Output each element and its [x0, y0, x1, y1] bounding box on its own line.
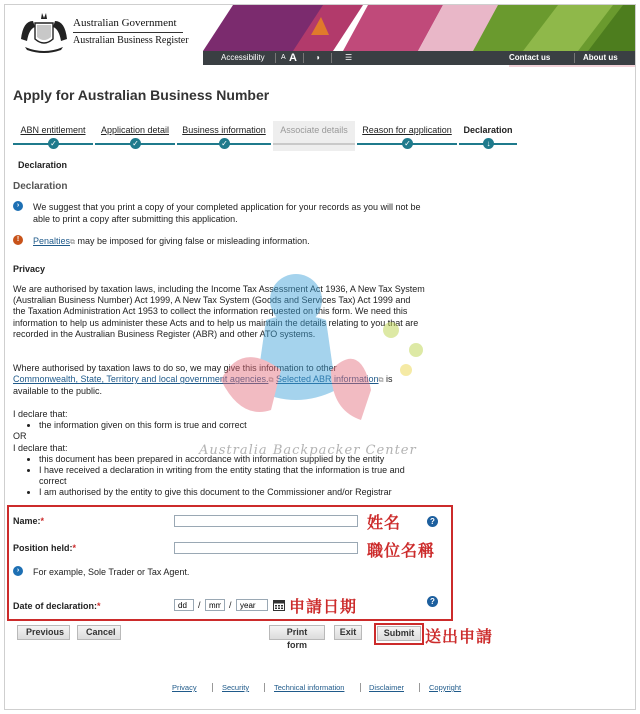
list-item: • I have received a declaration in writing from the entity stating that the information is true and correct: [39, 465, 425, 487]
print-notice: [13, 201, 433, 225]
step-application-detail[interactable]: [95, 121, 175, 151]
cancel-button[interactable]: Cancel: [77, 625, 121, 640]
disclosure-end: is available to the public.: [13, 374, 393, 397]
check-icon: ✓: [219, 138, 230, 149]
warning-icon: !: [13, 235, 23, 245]
privacy-paragraph: We are authorised by taxation laws, including the Income Tax Assessment Act 1936, A New Tax System (Australian Business Number) Act 1999, A New Tax System (Goods and Services Tax) Act 1999 and the Taxation Administration Act 1953 to collect the information requested on this form. We need this information to help us administer these Acts and to help us maintain the details relating to you that are recorded in the Australian Business Register (ABR) and other ATO systems.: [13, 284, 425, 339]
footer-link-technical-information[interactable]: Technical information: [274, 683, 345, 692]
utility-nav: [203, 51, 635, 65]
position-hint: [13, 566, 313, 578]
exit-button[interactable]: Exit: [334, 625, 362, 640]
step-label: Application detail: [100, 125, 170, 135]
penalties-notice-text: may be imposed for giving false or misleading information.: [75, 236, 310, 246]
site-header: [5, 5, 635, 67]
selected-abr-information-link[interactable]: Selected ABR information: [275, 374, 379, 385]
section-title: Declaration: [13, 181, 68, 192]
list-item: • I am authorised by the entity to give this document to the Commissioner and/or Registrar: [39, 487, 425, 498]
step-bar: [273, 143, 355, 145]
external-link-icon: ⧉: [378, 377, 384, 385]
annotation-date: 申請日期: [289, 597, 358, 616]
disclosure-intro: Where authorised by taxation laws to do so, we may give this information to other: [13, 363, 337, 373]
breadcrumb-current: Declaration: [18, 160, 68, 170]
nav-separator: [331, 53, 332, 63]
step-declaration: [459, 121, 517, 151]
help-icon[interactable]: ?: [427, 596, 438, 607]
step-label: Reason for application: [362, 125, 452, 135]
agencies-link[interactable]: Commonwealth, State, Territory and local government agencies.: [13, 374, 269, 385]
annotation-position: 職位名稱: [367, 541, 436, 560]
footer-link-security[interactable]: Security: [222, 683, 250, 692]
government-name: Australian Government: [73, 17, 177, 29]
step-label: Business information: [182, 125, 266, 135]
or-text: OR: [13, 431, 27, 442]
nav-separator: [275, 53, 276, 63]
logo-divider: [73, 32, 183, 33]
date-separator: /: [229, 600, 232, 610]
previous-button[interactable]: Previous: [17, 625, 70, 640]
date-day-input[interactable]: [174, 599, 194, 611]
required-marker: *: [97, 601, 101, 611]
position-held-input[interactable]: [174, 542, 358, 554]
page-title: Apply for Australian Business Number: [13, 87, 270, 103]
step-reason-for-application[interactable]: [357, 121, 457, 151]
registry-name: Australian Business Register: [73, 35, 189, 46]
footer-separator: [419, 683, 420, 692]
print-notice-text: We suggest that you print a copy of your completed application for your records as you will not be able to print a copy after submitting this application.: [33, 202, 421, 224]
name-label: Name:*: [13, 516, 45, 526]
privacy-heading: Privacy: [13, 264, 46, 274]
text-size-small-button[interactable]: A: [281, 54, 286, 61]
accessibility-link[interactable]: Accessibility: [221, 53, 265, 62]
step-associate-details: [273, 121, 355, 151]
about-us-link[interactable]: About us: [583, 53, 618, 62]
menu-icon[interactable]: ☰: [345, 53, 353, 62]
penalties-notice: [13, 235, 433, 247]
declaration-intro: I declare that:: [13, 409, 68, 419]
date-year-input[interactable]: [236, 599, 268, 611]
footer-link-copyright[interactable]: Copyright: [429, 683, 462, 692]
coat-of-arms-logo: [15, 9, 73, 55]
check-icon: ✓: [48, 138, 59, 149]
declaration-intro: I declare that:: [13, 442, 68, 453]
annotation-submit: 送出申請: [425, 627, 494, 646]
required-marker: *: [72, 543, 77, 553]
position-held-label: Position held:*: [13, 543, 77, 553]
footer-separator: [360, 683, 361, 692]
page-frame: [4, 4, 636, 710]
name-input[interactable]: [174, 515, 358, 527]
step-abn-entitlement[interactable]: [13, 121, 93, 151]
required-marker: *: [40, 516, 45, 526]
help-icon[interactable]: ?: [427, 516, 438, 527]
step-label: Declaration: [463, 125, 513, 135]
arrow-down-icon: ↓: [483, 138, 494, 149]
info-arrow-icon: ›: [13, 201, 23, 211]
list-item: • the information given on this form is true and correct: [39, 420, 425, 431]
contact-us-link[interactable]: Contact us: [509, 53, 551, 62]
footer-link-disclaimer[interactable]: Disclaimer: [369, 683, 405, 692]
step-label: ABN entitlement: [20, 125, 86, 135]
contrast-icon[interactable]: ◑: [315, 53, 320, 62]
check-icon: ✓: [402, 138, 413, 149]
info-arrow-icon: ›: [13, 566, 23, 576]
check-icon: ✓: [130, 138, 141, 149]
list-item: • this document has been prepared in accordance with information supplied by the entity: [39, 454, 425, 465]
submit-button[interactable]: Submit: [377, 626, 421, 641]
penalties-link[interactable]: Penalties: [33, 236, 71, 246]
text-size-large-button[interactable]: A: [289, 52, 297, 64]
footer-separator: [264, 683, 265, 692]
nav-separator: [574, 53, 575, 63]
footer-link-privacy[interactable]: Privacy: [172, 683, 197, 692]
date-month-input[interactable]: [205, 599, 225, 611]
step-label: Associate details: [280, 125, 348, 135]
watermark-text: Australia Backpacker Center: [199, 443, 417, 458]
date-of-declaration-label: Date of declaration:*: [13, 601, 101, 611]
declaration-list: [13, 420, 425, 431]
date-separator: /: [198, 600, 201, 610]
step-business-information[interactable]: [177, 121, 271, 151]
declaration-list: [13, 454, 425, 499]
header-accent-bar: [509, 65, 635, 67]
footer-separator: [212, 683, 213, 692]
header-banner-graphic: [193, 5, 635, 51]
disclosure-paragraph: [13, 363, 425, 398]
progress-steps: [13, 121, 517, 151]
calendar-icon[interactable]: [273, 599, 285, 611]
external-link-icon: ⧉: [268, 377, 274, 385]
print-form-button[interactable]: Print form: [269, 625, 325, 640]
annotation-name: 姓名: [367, 513, 402, 532]
external-link-icon: ⧉: [70, 239, 76, 246]
position-hint-text: For example, Sole Trader or Tax Agent.: [33, 567, 190, 577]
nav-separator: [303, 53, 304, 63]
